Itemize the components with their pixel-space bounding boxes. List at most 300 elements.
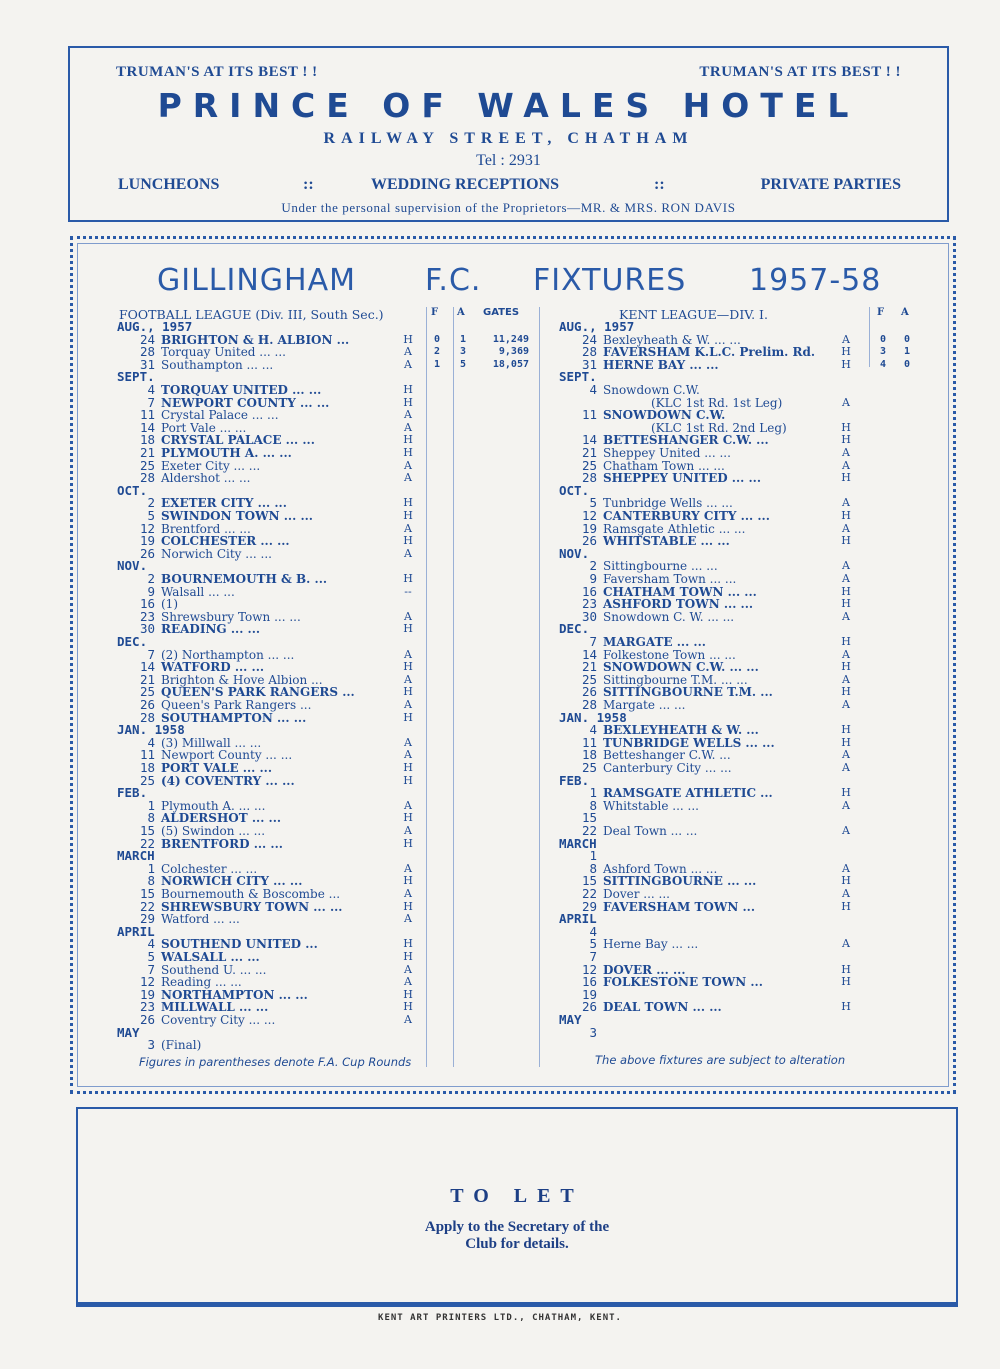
- fixture-venue: H: [841, 962, 851, 976]
- fixture-gate: 11,249: [492, 333, 529, 345]
- fixture-date: 11: [581, 407, 597, 423]
- fixture-date: 19: [139, 533, 155, 549]
- fixture-venue: A: [842, 748, 850, 762]
- fixture-venue: A: [404, 345, 412, 359]
- league-col-a: A: [457, 307, 465, 318]
- fixture-venue: A: [842, 521, 850, 535]
- fixture-opponent: BETTESHANGER C.W. ...: [603, 433, 769, 448]
- fixture-row: [559, 409, 949, 422]
- fixture-opponent: (1): [161, 597, 178, 612]
- fixture-opponent: EXETER CITY ... ...: [161, 496, 287, 511]
- fixture-date: 14: [581, 432, 597, 448]
- fixture-date: 4: [147, 936, 155, 952]
- fixture-venue: H: [403, 899, 413, 913]
- fixture-date: 19: [139, 986, 155, 1002]
- fixture-opponent: Torquay United ... ...: [161, 345, 286, 360]
- fixture-row: [117, 346, 537, 359]
- fixture-date: 23: [139, 999, 155, 1015]
- fixture-opponent: Snowdown C. W. ... ...: [603, 609, 735, 624]
- fixture-opponent: ALDERSHOT ... ...: [161, 811, 282, 826]
- fixture-date: 5: [589, 936, 597, 952]
- fixture-opponent: Colchester ... ...: [161, 861, 258, 876]
- fixture-venue: H: [841, 723, 851, 737]
- fixture-venue: A: [404, 647, 412, 661]
- fixture-opponent: Exeter City ... ...: [161, 458, 261, 473]
- fixture-date: 26: [139, 545, 155, 561]
- fixture-date: 2: [147, 571, 155, 586]
- fixture-row: [559, 898, 949, 914]
- rule-gates: [539, 307, 540, 1067]
- fixture-venue: H: [841, 786, 851, 800]
- fixture-date: 31: [581, 356, 597, 372]
- month-label: OCT.: [117, 482, 148, 498]
- fixture-date: 25: [139, 684, 155, 700]
- fixture-opponent: Newport County ... ...: [161, 748, 293, 763]
- fixture-row: [117, 762, 537, 775]
- fixture-date: 26: [581, 533, 597, 549]
- fixture-row: [117, 384, 537, 397]
- month-label: APRIL: [559, 911, 597, 927]
- fixture-row: [117, 888, 537, 901]
- fixture-venue: A: [842, 446, 850, 459]
- fixture-venue: A: [842, 798, 850, 812]
- fixture-opponent: Canterbury City ... ...: [603, 761, 732, 775]
- fixture-date: 14: [139, 659, 155, 675]
- fixture-row: [117, 913, 537, 926]
- fixture-opponent: QUEEN'S PARK RANGERS ...: [161, 685, 355, 700]
- printer-imprint: KENT ART PRINTERS LTD., CHATHAM, KENT.: [378, 1313, 622, 1323]
- fixture-opponent: MARGATE ... ...: [603, 635, 706, 649]
- fixture-date: 4: [147, 382, 155, 397]
- fixture-date: 11: [139, 747, 155, 763]
- fixture-opponent: Norwich City ... ...: [161, 546, 272, 561]
- fixture-venue: H: [403, 534, 413, 548]
- fixture-date: 26: [139, 697, 155, 712]
- to-let-heading: TO LET: [450, 1185, 584, 1207]
- fixture-opponent: DEAL TOWN ... ...: [603, 1000, 722, 1015]
- fixture-opponent: (Final): [161, 1038, 202, 1053]
- fixture-opponent: Ashford Town ... ...: [603, 861, 718, 876]
- fixture-date: 22: [581, 886, 597, 901]
- fixture-score-for: 4: [879, 358, 887, 370]
- fixture-venue: H: [403, 710, 413, 724]
- fixture-opponent: Folkestone Town ... ...: [603, 647, 736, 662]
- fixture-opponent: CHATHAM TOWN ... ...: [603, 584, 757, 599]
- fixture-date: 8: [589, 797, 597, 813]
- fixture-row: [117, 825, 537, 838]
- fixture-date: 30: [139, 621, 155, 637]
- fixture-date: 18: [139, 760, 155, 775]
- fixture-opponent: Margate ... ...: [603, 698, 686, 712]
- fixture-date: 28: [139, 709, 155, 725]
- fixture-venue: H: [403, 332, 413, 346]
- fixture-opponent: READING ... ...: [161, 622, 261, 637]
- fixture-date: 16: [581, 583, 597, 599]
- fixture-opponent: SNOWDOWN C.W.: [603, 408, 726, 423]
- fixture-score-against: 1: [903, 346, 911, 358]
- fixture-opponent: BOURNEMOUTH & B. ...: [161, 572, 328, 586]
- fixture-venue: A: [404, 698, 412, 711]
- fixture-opponent: FAVERSHAM K.L.C. Prelim. Rd.: [603, 345, 816, 360]
- month-label: DEC.: [559, 621, 590, 637]
- fixture-date: 21: [581, 445, 597, 460]
- fixture-date: 1: [147, 797, 155, 813]
- fixture-date: 18: [581, 747, 597, 763]
- fixture-opponent: Deal Town ... ...: [603, 824, 698, 838]
- fixture-venue: H: [403, 395, 413, 409]
- fixture-date: 7: [147, 646, 155, 662]
- fixture-opponent: BEXLEYHEATH & W. ...: [603, 723, 759, 738]
- fixture-venue: A: [842, 937, 850, 951]
- fixture-venue: A: [842, 458, 850, 472]
- fixture-opponent: Sheppey United ... ...: [603, 446, 731, 460]
- fixture-venue: H: [403, 1000, 413, 1014]
- fixture-opponent: Herne Bay ... ...: [603, 937, 699, 952]
- fixture-venue: A: [404, 408, 412, 422]
- fixture-date: 1: [589, 785, 597, 801]
- hotel-advert: [68, 46, 949, 222]
- title-season: 1957-58: [749, 263, 882, 298]
- fixture-opponent: PLYMOUTH A. ... ...: [161, 446, 292, 460]
- fixture-date: 22: [581, 823, 597, 838]
- fixture-date: 28: [139, 344, 155, 360]
- fixture-opponent: Southampton ... ...: [161, 357, 274, 372]
- fixture-date: 25: [581, 760, 597, 775]
- fixture-row: [559, 573, 949, 586]
- fixture-opponent: RAMSGATE ATHLETIC ...: [603, 786, 773, 801]
- fixture-date: 4: [589, 923, 597, 939]
- fixture-opponent: (3) Millwall ... ...: [161, 735, 262, 750]
- fixture-venue: H: [841, 735, 851, 749]
- fixture-date: 30: [581, 608, 597, 624]
- fixture-score-for: 1: [433, 358, 441, 370]
- kent-col-f: F: [877, 307, 885, 318]
- fixture-gate: 9,369: [498, 346, 529, 358]
- fixture-row: [117, 472, 537, 485]
- to-let-line-2: Club for details.: [465, 1236, 569, 1252]
- title-fixtures: FIXTURES: [533, 263, 687, 298]
- fixture-opponent: Plymouth A. ... ...: [161, 798, 266, 813]
- supervision-line: Under the personal supervision of the Proprietors—MR. & MRS. RON DAVIS: [281, 200, 736, 215]
- fixture-date: 7: [147, 961, 155, 977]
- fixture-date: 8: [147, 873, 155, 889]
- fixture-opponent: Whitstable ... ...: [603, 798, 699, 813]
- fixture-row: [559, 762, 949, 775]
- fixture-date: 7: [147, 394, 155, 410]
- fixture-score-for: 2: [433, 346, 441, 358]
- fixture-date: 25: [581, 457, 597, 473]
- fixture-opponent: DOVER ... ...: [603, 962, 686, 977]
- fixture-row: [559, 1024, 949, 1040]
- service-weddings: WEDDING RECEPTIONS: [371, 176, 560, 193]
- month-label: NOV.: [559, 545, 590, 561]
- fixture-row: [559, 1001, 949, 1014]
- fixture-venue: H: [403, 685, 413, 699]
- month-row: [559, 913, 949, 926]
- month-row: [117, 850, 537, 863]
- month-label: JAN. 1958: [559, 709, 627, 725]
- fixture-date: 11: [581, 734, 597, 750]
- fixture-score-against: 1: [459, 333, 467, 345]
- fixture-venue: A: [404, 357, 412, 371]
- service-luncheons: LUNCHEONS: [118, 176, 220, 193]
- fixture-opponent: ASHFORD TOWN ... ...: [603, 597, 754, 612]
- fixture-date: 11: [139, 407, 155, 423]
- month-row: [117, 321, 537, 334]
- fixture-row: [559, 447, 949, 460]
- fixture-date: 28: [139, 470, 155, 486]
- fixture-date: 12: [581, 961, 597, 977]
- fixture-venue: H: [841, 420, 851, 434]
- fixture-venue: A: [842, 672, 850, 686]
- fixture-date: 5: [147, 949, 155, 964]
- fixture-date: 22: [139, 835, 155, 851]
- month-label: FEB.: [117, 785, 148, 801]
- fixture-venue: H: [841, 471, 851, 485]
- fixture-opponent: SOUTHAMPTON ... ...: [161, 710, 307, 725]
- fixture-venue: A: [404, 912, 412, 926]
- fixture-date: 18: [139, 432, 155, 448]
- fixture-row: [117, 835, 537, 851]
- fixture-venue: H: [841, 874, 851, 888]
- fixture-opponent: Ramsgate Athletic ... ...: [603, 521, 746, 536]
- fixture-date: 4: [589, 722, 597, 738]
- month-row: [559, 835, 949, 851]
- fixture-opponent: HERNE BAY ... ...: [603, 357, 719, 372]
- fixture-date: 31: [139, 356, 155, 372]
- fixture-venue: A: [842, 761, 850, 774]
- month-row: [117, 724, 537, 737]
- month-label: NOV.: [117, 558, 148, 574]
- fixture-date: 14: [581, 646, 597, 662]
- fixture-row: [559, 787, 949, 800]
- fixture-date: 21: [139, 671, 155, 687]
- fixture-date: 1: [589, 848, 597, 864]
- fixture-opponent: Brentford ... ...: [161, 521, 251, 536]
- fixture-venue: A: [842, 395, 850, 409]
- fixture-opponent: Snowdown C.W.: [603, 383, 700, 397]
- fixture-opponent: FOLKESTONE TOWN ...: [603, 975, 763, 990]
- fixture-opponent: Chatham Town ... ...: [603, 458, 725, 473]
- fixture-row: [117, 535, 537, 548]
- month-row: [117, 787, 537, 800]
- fixture-row: [559, 608, 949, 624]
- fixture-venue: H: [841, 685, 851, 699]
- fixture-date: 16: [581, 974, 597, 990]
- fixture-venue: A: [404, 420, 412, 434]
- fixture-row: [117, 1014, 537, 1027]
- fixture-opponent: Betteshanger C.W. ...: [603, 748, 731, 763]
- month-label: AUG., 1957: [117, 319, 193, 334]
- fixture-venue: A: [404, 748, 412, 762]
- fixture-venue: A: [842, 824, 850, 837]
- fixture-row: [117, 623, 537, 636]
- hotel-street: RAILWAY STREET, CHATHAM: [323, 130, 694, 147]
- fixture-row: [559, 850, 949, 863]
- fixture-opponent: SNOWDOWN C.W. ... ...: [603, 660, 759, 675]
- fixture-row: [117, 1039, 537, 1052]
- fixture-opponent: Queen's Park Rangers ...: [161, 698, 312, 712]
- fixture-date: 12: [581, 508, 597, 523]
- fixture-row: [117, 951, 537, 964]
- fixture-venue: H: [403, 446, 413, 459]
- service-sep-2: ::: [654, 176, 665, 193]
- fixture-opponent: CANTERBURY CITY ... ...: [603, 509, 770, 523]
- fixture-date: 25: [139, 772, 155, 788]
- fixture-date: 19: [581, 986, 597, 1002]
- tagline-right: TRUMAN'S AT ITS BEST ! !: [699, 64, 901, 80]
- fixture-row: [559, 598, 949, 611]
- month-label: DEC.: [117, 634, 148, 649]
- fixture-row: [559, 825, 949, 838]
- fixture-opponent: SWINDON TOWN ... ...: [161, 509, 313, 523]
- hotel-tel: Tel : 2931: [476, 152, 541, 169]
- fixture-row: [559, 661, 949, 674]
- fixture-row: [559, 951, 949, 964]
- fixture-venue: H: [841, 899, 851, 913]
- fixture-score-for: 0: [433, 333, 441, 345]
- fixture-row: [559, 724, 949, 737]
- month-row: [117, 636, 537, 649]
- fixture-opponent: Crystal Palace ... ...: [161, 408, 279, 423]
- football-league-column: [117, 307, 537, 1067]
- fixture-venue: A: [404, 546, 412, 560]
- fixture-venue: H: [403, 660, 413, 674]
- league-col-gates: GATES: [483, 307, 520, 318]
- fixture-date: 26: [581, 999, 597, 1015]
- fixture-opponent: Brighton & Hove Albion ...: [161, 672, 323, 687]
- month-label: MAY: [559, 1012, 582, 1027]
- fixture-date: 23: [581, 596, 597, 612]
- fixture-venue: A: [842, 647, 850, 661]
- fixture-opponent: Aldershot ... ...: [161, 471, 251, 486]
- month-label: MARCH: [559, 835, 597, 851]
- fixture-venue: A: [842, 609, 850, 623]
- fixture-venue: A: [842, 698, 850, 711]
- fixture-venue: H: [841, 597, 851, 611]
- fixture-opponent: Faversham Town ... ...: [603, 572, 737, 586]
- fixture-opponent: Sittingbourne ... ...: [603, 559, 718, 574]
- month-label: MAY: [117, 1024, 140, 1040]
- fixture-venue: H: [403, 811, 413, 825]
- fixture-row: [117, 661, 537, 674]
- league-footnote: Figures in parentheses denote F.A. Cup Rounds: [139, 1055, 412, 1069]
- service-parties: PRIVATE PARTIES: [760, 176, 901, 193]
- fixture-opponent: Watford ... ...: [161, 912, 240, 927]
- title-club: GILLINGHAM: [157, 263, 357, 298]
- month-label: MARCH: [117, 848, 155, 864]
- fixture-opponent: TUNBRIDGE WELLS ... ...: [603, 735, 775, 750]
- fixture-venue: A: [404, 521, 412, 535]
- fixture-date: 25: [581, 671, 597, 687]
- fixture-date: 26: [139, 1012, 155, 1027]
- fixture-venue: H: [403, 937, 413, 951]
- fixture-score-for: 3: [879, 346, 887, 358]
- bottom-rule: [76, 1302, 958, 1306]
- fixture-opponent: NEWPORT COUNTY ... ...: [161, 395, 330, 410]
- fixture-venue: H: [841, 660, 851, 674]
- fixture-date: 3: [147, 1037, 155, 1053]
- fixture-date: 12: [139, 974, 155, 990]
- fixture-venue: H: [841, 534, 851, 548]
- fixture-opponent: (KLC 1st Rd. 1st Leg): [651, 395, 783, 410]
- fixture-opponent: MILLWALL ... ...: [161, 1000, 269, 1015]
- fixture-venue: A: [842, 887, 850, 900]
- fixture-venue: A: [404, 887, 412, 900]
- fixture-date: 4: [589, 382, 597, 397]
- fixture-opponent: SHEPPEY UNITED ... ...: [603, 471, 762, 486]
- league-header: FOOTBALL LEAGUE (Div. III, South Sec.): [119, 307, 384, 322]
- fixture-opponent: WHITSTABLE ... ...: [603, 534, 730, 549]
- fixture-date: 7: [589, 949, 597, 964]
- fixture-venue: A: [404, 798, 412, 812]
- fixture-opponent: FAVERSHAM TOWN ...: [603, 899, 755, 914]
- fixture-row: [117, 356, 537, 372]
- month-row: [559, 321, 949, 334]
- to-let-line-1: Apply to the Secretary of the: [424, 1219, 610, 1235]
- fixture-opponent: WATFORD ... ...: [161, 660, 265, 675]
- fixture-row: [559, 976, 949, 989]
- fixture-opponent: Bournemouth & Boscombe ...: [161, 887, 341, 901]
- fixture-venue: H: [403, 950, 413, 963]
- fixture-opponent: CRYSTAL PALACE ... ...: [161, 433, 315, 448]
- month-label: OCT.: [559, 482, 590, 498]
- fixture-date: 5: [589, 495, 597, 511]
- fixture-score-against: 5: [459, 358, 467, 370]
- fixture-venue: H: [403, 836, 413, 850]
- fixture-date: 22: [139, 898, 155, 914]
- fixture-date: 15: [139, 886, 155, 901]
- fixture-date: 2: [147, 495, 155, 511]
- fixture-date: 3: [589, 1024, 597, 1040]
- fixture-row: [559, 356, 949, 372]
- fixture-row: [559, 384, 949, 397]
- fixture-row: [117, 583, 537, 599]
- fixture-row: [117, 699, 537, 712]
- fixture-date: 8: [589, 860, 597, 876]
- fixture-opponent: COLCHESTER ... ...: [161, 534, 290, 549]
- fixture-venue: H: [403, 572, 413, 585]
- fixture-date: 15: [139, 823, 155, 838]
- fixture-date: 4: [147, 734, 155, 750]
- fixture-venue: A: [404, 861, 412, 875]
- fixture-row: [559, 636, 949, 649]
- fixture-row: [559, 510, 949, 523]
- fixture-venue: H: [403, 987, 413, 1001]
- fixture-venue: A: [404, 471, 412, 485]
- to-let-box: [76, 1107, 958, 1307]
- fixture-date: 2: [589, 558, 597, 574]
- fixture-venue: A: [842, 496, 850, 510]
- month-row: [559, 1014, 949, 1027]
- fixture-row: [117, 409, 537, 422]
- fixture-opponent: Port Vale ... ...: [161, 420, 247, 435]
- fixture-date: 23: [139, 608, 155, 624]
- fixture-opponent: Southend U. ... ...: [161, 962, 267, 977]
- fixture-opponent: BRENTFORD ... ...: [161, 836, 283, 851]
- fixture-date: 15: [581, 873, 597, 889]
- fixture-date: 7: [589, 634, 597, 649]
- fixtures-panel: [70, 236, 956, 1094]
- fixture-opponent: Sittingbourne T.M. ... ...: [603, 672, 748, 687]
- fixture-venue: H: [841, 635, 851, 648]
- fixture-venue: H: [403, 622, 413, 636]
- kent-header: KENT LEAGUE—DIV. I.: [619, 307, 768, 322]
- fixture-venue: --: [404, 584, 412, 598]
- fixture-venue: H: [841, 584, 851, 598]
- fixture-opponent: (5) Swindon ... ...: [161, 824, 266, 838]
- month-label: SEPT.: [117, 369, 155, 385]
